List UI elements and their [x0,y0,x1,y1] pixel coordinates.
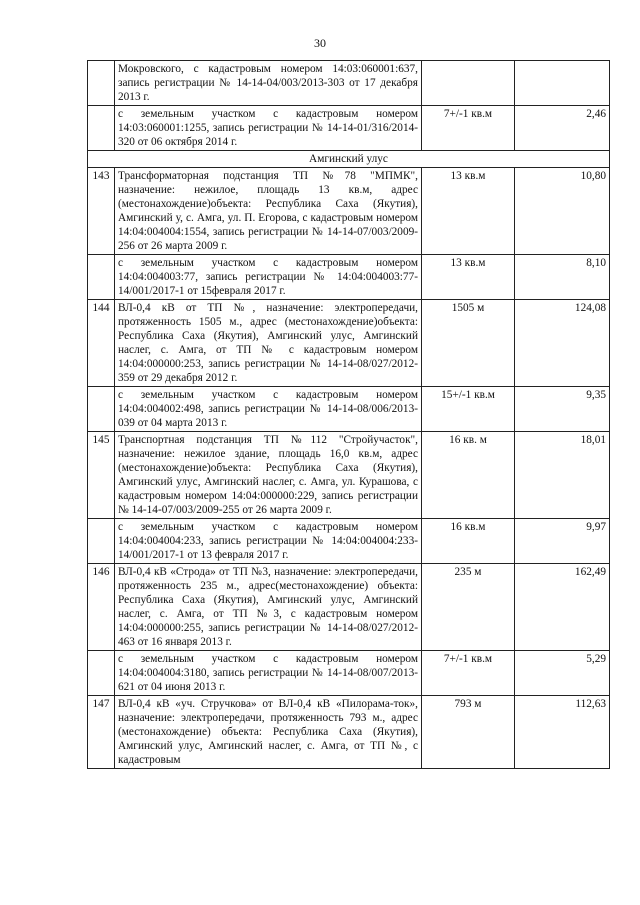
region-header: Амгинский улус [88,151,610,168]
row-number [88,61,115,106]
row-number: 143 [88,168,115,255]
table-body-top [88,61,610,151]
row-number: 144 [88,300,115,387]
region-header-row [88,151,610,168]
row-value: 124,08 [515,300,610,387]
row-description: Мокровского, с кадастровым номером 14:03:060001:637, запись регистрации № 14-14-04/003/2013-303 от 17 декабря 2013 г. [115,61,422,106]
row-description: ВЛ-0,4 кВ «уч. Стручкова» от ВЛ-0,4 кВ «Пилорама-ток», назначение: электропередачи, протяженность 793 м., адрес (местонахождение) объекта: Республика Саха (Якутия), Амгинский улус, Амгинский наслег, с. Амга, от ТП №, с кадастровым [115,696,422,769]
row-description: с земельным участком с кадастровым номером 14:04:004004:233, запись регистрации № 14:04:004004:233-14/001/2017-1 от 13 февраля 2017 г. [115,519,422,564]
row-value: 112,63 [515,696,610,769]
table-row [88,651,610,696]
table-body-main [88,168,610,769]
region-header-group [88,151,610,168]
row-area: 7+/-1 кв.м [422,651,515,696]
table-row [88,255,610,300]
row-number [88,255,115,300]
row-area: 793 м [422,696,515,769]
row-value: 8,10 [515,255,610,300]
row-value: 5,29 [515,651,610,696]
table-row [88,300,610,387]
row-area: 1505 м [422,300,515,387]
row-value: 2,46 [515,106,610,151]
row-number: 147 [88,696,115,769]
row-description: Транспортная подстанция ТП №112 "Стройучасток", назначение: нежилое здание, площадь 16,0 кв.м, адрес (местонахождение)объекта: Республика Саха (Якутия), Амгинский улус, Амгинский наслег, с. Амга, ул. Курашова, с кадастровым номером 14:04:000000:229, запись регистрации № 14-14-07/003/2009-255 от 26 марта 2009 г. [115,432,422,519]
row-description: ВЛ-0,4 кВ от ТП №, назначение: электропередачи, протяженность 1505 м., адрес (местонахождение)объекта: Республика Саха (Якутия), Амгинский улус, Амгинский наслег, с. Амга, от ТП № с кадастровым номером 14:04:000000:253, запись регистрации № 14-14-08/027/2012-359 от 29 декабря 2012 г. [115,300,422,387]
row-area: 15+/-1 кв.м [422,387,515,432]
row-area: 7+/-1 кв.м [422,106,515,151]
row-value [515,61,610,106]
row-value: 18,01 [515,432,610,519]
row-area: 16 кв. м [422,432,515,519]
row-number [88,519,115,564]
row-description: с земельным участком с кадастровым номером 14:04:004004:3180, запись регистрации № 14-14-08/007/2013-621 от 04 июня 2013 г. [115,651,422,696]
table-row [88,106,610,151]
table-row [88,519,610,564]
row-number [88,106,115,151]
row-number: 145 [88,432,115,519]
row-description: с земельным участком с кадастровым номером 14:03:060001:1255, запись регистрации № 14-14-01/316/2014-320 от 06 октября 2014 г. [115,106,422,151]
row-area: 16 кв.м [422,519,515,564]
table-row [88,564,610,651]
row-description: с земельным участком с кадастровым номером 14:04:004003:77, запись регистрации № 14:04:004003:77-14/001/2017-1 от 15февраля 2017 г. [115,255,422,300]
row-number [88,651,115,696]
row-value: 162,49 [515,564,610,651]
table-row [88,61,610,106]
row-area: 235 м [422,564,515,651]
property-register-table [87,60,610,769]
table-row [88,432,610,519]
table-row [88,168,610,255]
row-description: Трансформаторная подстанция ТП №78 "МПМК", назначение: нежилое, площадь 13 кв.м, адрес (местонахождение)объекта: Республика Саха (Якутия), Амгинский у, с. Амга, ул. П. Егорова, с кадастровым номером 14:04:004004:1554, запись регистрации № 14-14-07/003/2009-256 от 26 марта 2009 г. [115,168,422,255]
row-number [88,387,115,432]
row-area: 13 кв.м [422,168,515,255]
table-row [88,696,610,769]
page-number: 30 [314,36,326,50]
row-area [422,61,515,106]
table-row [88,387,610,432]
row-value: 10,80 [515,168,610,255]
row-description: с земельным участком с кадастровым номером 14:04:004002:498, запись регистрации № 14-14-08/006/2013-039 от 04 марта 2013 г. [115,387,422,432]
row-area: 13 кв.м [422,255,515,300]
row-number: 146 [88,564,115,651]
row-value: 9,97 [515,519,610,564]
row-description: ВЛ-0,4 кВ «Строда» от ТП №3, назначение: электропередачи, протяженность 235 м., адрес(местонахождение) объекта: Республика Саха (Якутия), Амгинский улус, Амгинский наслег, с. Амга, от ТП №3, с кадастровым номером 14:04:000000:255, запись регистрации № 14-14-08/027/2012-463 от 16 января 2013 г. [115,564,422,651]
row-value: 9,35 [515,387,610,432]
